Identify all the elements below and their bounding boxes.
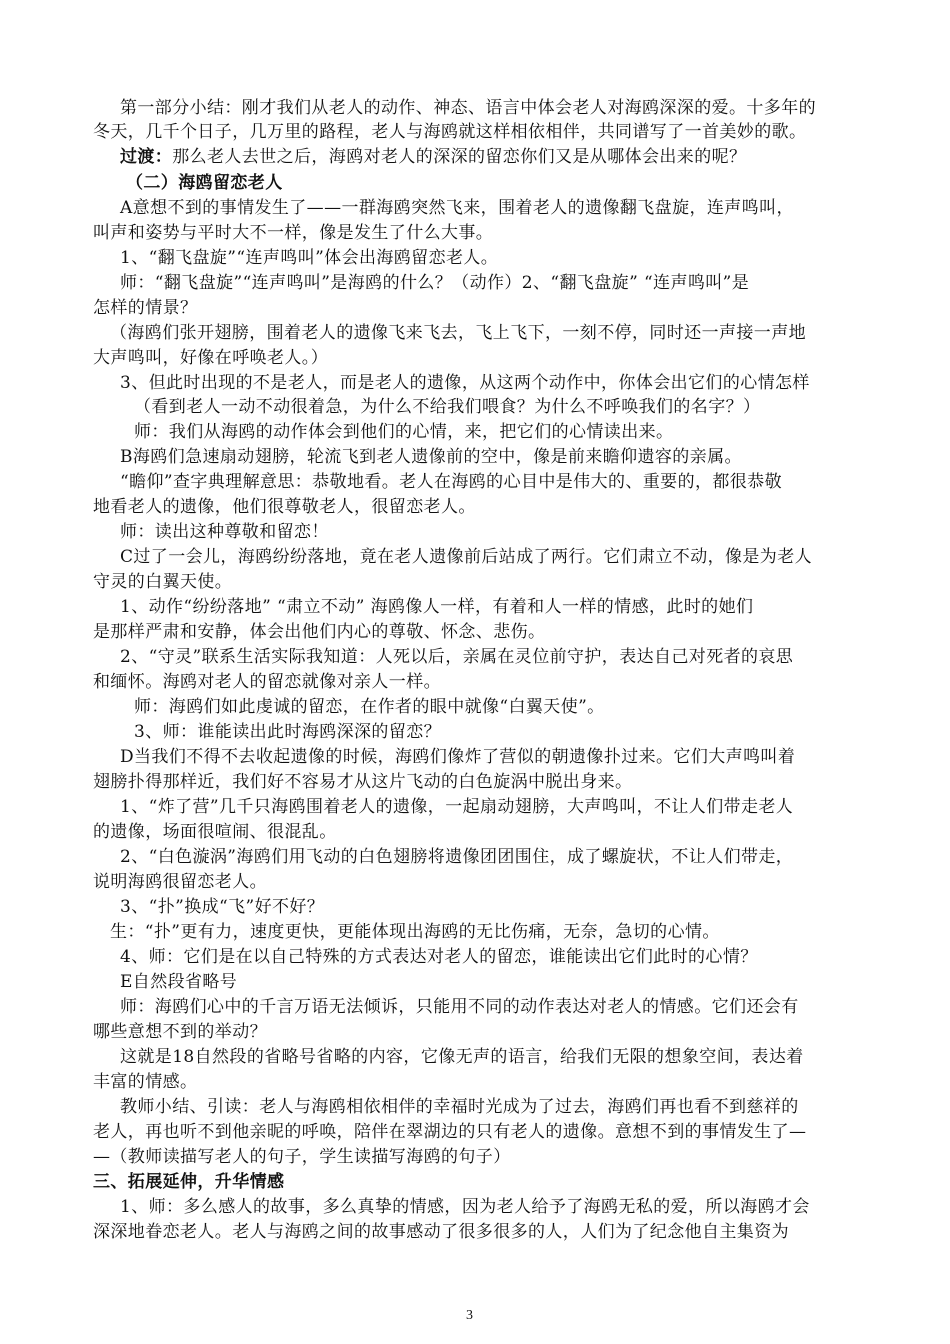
line-text: 三、拓展延伸，升华情感 xyxy=(93,1172,285,1192)
line-text: 1、师：多么感人的故事，多么真挚的情感，因为老人给予了海鸥无私的爱，所以海鸥才会 xyxy=(120,1197,810,1217)
text-line xyxy=(120,445,742,469)
line-text: C过了一会儿，海鸥纷纷落地，竟在老人遗像前后站成了两行。它们肃立不动，像是为老人 xyxy=(120,547,813,567)
line-text: （二）海鸥留恋老人 xyxy=(126,173,283,193)
line-text: 教师小结、引读：老人与海鸥相依相伴的幸福时光成为了过去，海鸥们再也看不到慈祥的 xyxy=(120,1097,799,1117)
line-text: 1、“炸了营”几千只海鸥围着老人的遗像，一起扇动翅膀，大声鸣叫，不让人们带走老人 xyxy=(120,797,794,817)
line-text: 守灵的白翼天使。 xyxy=(93,572,233,592)
text-line xyxy=(120,145,746,169)
text-line xyxy=(93,495,476,519)
line-text: （看到老人一动不动很着急，为什么不给我们喂食？为什么不呼唤我们的名字？） xyxy=(134,397,761,417)
text-line xyxy=(93,670,441,694)
line-text: 的遗像，场面很喧闹、很混乱。 xyxy=(93,822,337,842)
text-line xyxy=(120,246,498,270)
line-text: 地看老人的遗像，他们很尊敬老人，很留恋老人。 xyxy=(93,497,476,517)
line-text: 师：海鸥们心中的千言万语无法倾诉，只能用不同的动作表达对老人的情感。它们还会有 xyxy=(120,997,799,1017)
section-heading xyxy=(126,171,283,195)
line-text: 师：我们从海鸥的动作体会到他们的心情，来，把它们的心情读出来。 xyxy=(134,422,674,442)
line-text: —（教师读描写老人的句子，学生读描写海鸥的句子） xyxy=(93,1147,511,1167)
line-text: 大声鸣叫，好像在呼唤老人。） xyxy=(93,348,329,368)
line-text: 说明海鸥很留恋老人。 xyxy=(93,872,267,892)
text-line xyxy=(110,920,720,944)
text-line xyxy=(93,1145,511,1169)
text-line xyxy=(120,520,329,544)
line-text: 是那样严肃和安静，体会出他们内心的尊敬、怀念、悲伤。 xyxy=(93,622,546,642)
line-text: 师：海鸥们如此虔诚的留恋，在作者的眼中就像“白翼天使”。 xyxy=(134,697,605,717)
line-text: 3、“扑”换成“飞”好不好？ xyxy=(120,897,325,917)
line-text: 哪些意想不到的举动？ xyxy=(93,1022,267,1042)
line-text: B海鸥们急速扇动翅膀，轮流飞到老人遗像前的空中，像是前来瞻仰遗容的亲属。 xyxy=(120,447,742,467)
line-text: 翅膀扑得那样近，我们好不容易才从这片飞动的白色旋涡中脱出身来。 xyxy=(93,772,633,792)
line-text: 1、“翻飞盘旋”“连声鸣叫”体会出海鸥留恋老人。 xyxy=(120,248,499,268)
line-text: 老人，再也听不到他亲昵的呼唤，陪伴在翠湖边的只有老人的遗像。意想不到的事情发生了— xyxy=(93,1122,807,1142)
line-text: A意想不到的事情发生了——一群海鸥突然飞来，围着老人的遗像翻飞盘旋，连声鸣叫， xyxy=(120,198,794,218)
line-text: “瞻仰”查字典理解意思：恭敬地看。老人在海鸥的心目中是伟大的、重要的，都很恭敬 xyxy=(120,472,782,492)
text-line xyxy=(134,420,673,444)
text-line xyxy=(93,1020,267,1044)
line-text: 叫声和姿势与平时大不一样，像是发生了什么大事。 xyxy=(93,223,494,243)
text-line xyxy=(110,321,806,345)
text-line xyxy=(93,820,337,844)
text-line xyxy=(93,620,545,644)
line-text: 师：读出这种尊敬和留恋！ xyxy=(120,522,329,542)
text-line xyxy=(120,470,782,494)
line-text: 师：“翻飞盘旋”“连声鸣叫”是海鸥的什么？（动作）2、“翻飞盘旋” “连声鸣叫”是 xyxy=(120,273,750,293)
line-text: 深深地眷恋老人。老人与海鸥之间的故事感动了很多很多的人，人们为了纪念他自主集资为 xyxy=(93,1222,789,1242)
line-text: 1、动作“纷纷落地” “肃立不动” 海鸥像人一样，有着和人一样的情感，此时的她们 xyxy=(120,597,754,617)
text-line xyxy=(120,845,793,869)
line-text: 和缅怀。海鸥对老人的留恋就像对亲人一样。 xyxy=(93,672,441,692)
text-line xyxy=(93,296,197,320)
line-text: 那么老人去世之后，海鸥对老人的深深的留恋你们又是从哪体会出来的呢？ xyxy=(172,147,747,167)
transition-label: 过渡： xyxy=(120,147,173,167)
line-text: 第一部分小结：刚才我们从老人的动作、神态、语言中体会老人对海鸥深深的爱。十多年的 xyxy=(120,98,816,118)
text-line xyxy=(93,1070,197,1094)
text-line xyxy=(120,970,237,994)
section-heading xyxy=(93,1170,284,1194)
text-line xyxy=(120,96,816,120)
text-line xyxy=(120,1095,799,1119)
text-line xyxy=(120,371,810,395)
text-line xyxy=(93,1120,806,1144)
text-line xyxy=(93,120,806,144)
text-line xyxy=(93,346,328,370)
line-text: 3、但此时出现的不是老人，而是老人的遗像，从这两个动作中，你体会出它们的心情怎样 xyxy=(120,373,810,393)
text-line xyxy=(120,271,749,295)
text-line xyxy=(120,645,793,669)
text-line xyxy=(93,221,493,245)
text-line xyxy=(120,545,812,569)
text-line xyxy=(93,870,267,894)
text-line xyxy=(120,795,793,819)
line-text: 生：“扑”更有力，速度更快，更能体现出海鸥的无比伤痛，无奈，急切的心情。 xyxy=(110,922,720,942)
line-text: 2、“守灵”联系生活实际我知道：人死以后，亲属在灵位前守护，表达自己对死者的哀思 xyxy=(120,647,794,667)
line-text: 2、“白色漩涡”海鸥们用飞动的白色翅膀将遗像团团围住，成了螺旋状，不让人们带走， xyxy=(120,847,794,867)
text-line xyxy=(93,570,232,594)
line-text: 3、师：谁能读出此时海鸥深深的留恋？ xyxy=(134,722,442,742)
text-line xyxy=(120,595,753,619)
line-text: 这就是18自然段的省略号省略的内容，它像无声的语言，给我们无限的想象空间，表达着 xyxy=(120,1047,804,1067)
line-text: （海鸥们张开翅膀，围着老人的遗像飞来飞去，飞上飞下，一刻不停，同时还一声接一声地 xyxy=(110,323,806,343)
text-line xyxy=(120,1045,804,1069)
text-line xyxy=(120,995,799,1019)
line-text: E自然段省略号 xyxy=(120,972,238,992)
text-line xyxy=(120,1195,810,1219)
text-line xyxy=(134,695,605,719)
line-text: 4、师：它们是在以自己特殊的方式表达对老人的留恋，谁能读出它们此时的心情？ xyxy=(120,947,758,967)
text-line xyxy=(134,395,760,419)
text-line xyxy=(120,945,758,969)
line-text: 丰富的情感。 xyxy=(93,1072,198,1092)
text-line xyxy=(93,1220,789,1244)
text-line xyxy=(134,720,441,744)
text-line xyxy=(120,196,794,220)
page-number: 3 xyxy=(466,1308,473,1323)
text-line xyxy=(120,895,324,919)
line-text: 冬天，几千个日子，几万里的路程，老人与海鸥就这样相依相伴，共同谱写了一首美妙的歌。 xyxy=(93,122,807,142)
line-text: D当我们不得不去收起遗像的时候，海鸥们像炸了营似的朝遗像扑过来。它们大声鸣叫着 xyxy=(120,747,796,767)
text-line xyxy=(93,770,632,794)
line-text: 怎样的情景？ xyxy=(93,298,198,318)
text-line xyxy=(120,745,795,769)
